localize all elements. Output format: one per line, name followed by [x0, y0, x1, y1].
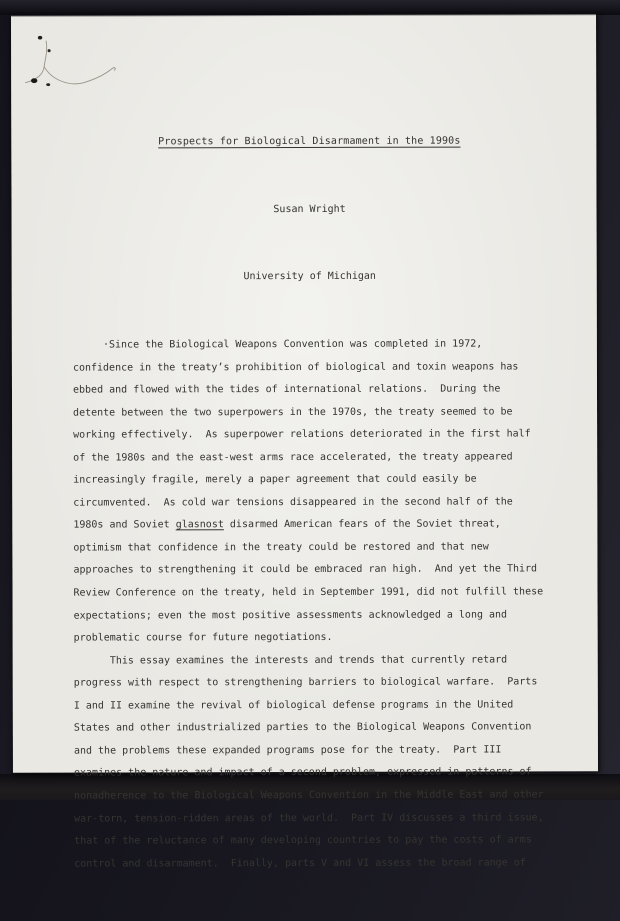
document-line	[73, 581, 547, 605]
document-line	[73, 333, 547, 357]
document-line	[73, 559, 547, 583]
text-segment: ·Since the Biological Weapons Convention was completed in 1972,	[72, 338, 483, 351]
scanner-background-top	[0, 0, 620, 15]
text-segment: Review Conference on the treaty, held in September 1991, did not fulfill these	[73, 586, 544, 599]
text-segment: 1980s and Soviet	[73, 519, 176, 531]
document-line	[73, 356, 547, 380]
text-segment: control and disarmament. Finally, parts V and VI assess the broad range of	[74, 857, 526, 870]
document-line	[74, 717, 548, 741]
document-line	[74, 852, 548, 876]
text-segment: increasingly fragile, merely a paper agreement that could easily be	[73, 473, 477, 486]
text-segment: that of the reluctance of many developing countries to pay the costs of arms	[74, 834, 532, 847]
document-affiliation: University of Michigan	[243, 271, 376, 283]
document-line	[73, 514, 547, 538]
text-segment: examines the nature and impact of a second problem, expressed in patterns of	[73, 766, 532, 780]
text-segment: expectations; even the most positive assessments acknowledged a long and	[73, 609, 508, 622]
document-line	[73, 378, 547, 402]
document-page	[11, 15, 598, 870]
document-line	[73, 491, 547, 515]
document-body	[73, 333, 548, 875]
document-line	[74, 829, 548, 853]
document-line	[74, 604, 548, 628]
document-line	[73, 401, 547, 425]
text-segment: approaches to strengthening it could be embraced ran high. And yet the Third	[73, 563, 538, 577]
document-content	[72, 85, 548, 920]
text-segment: disarmed American fears of the Soviet threat,	[223, 518, 501, 531]
text-segment: and the problems these expanded programs pose for the treaty. Part III	[73, 744, 502, 757]
document-line	[74, 694, 548, 718]
text-segment: of the 1980s and the east-west arms race accelerated, the treaty appeared	[73, 451, 513, 464]
document-line	[74, 672, 548, 696]
underlined-term: glasnost	[175, 519, 224, 531]
document-line	[73, 446, 547, 470]
text-segment: progress with respect to strengthening barriers to biological warfare. Parts	[73, 676, 538, 689]
document-title-text: Prospects for Biological Disarmament in the 1990s	[158, 135, 461, 148]
document-line	[74, 807, 548, 831]
text-segment: ebbed and flowed with the tides of international relations. During the	[72, 383, 501, 396]
document-line	[74, 784, 548, 808]
text-segment: circumvented. As cold war tensions disappeared in the second half of the	[73, 496, 513, 509]
text-segment: detente between the two superpowers in the 1970s, the treaty seemed to be	[73, 406, 513, 419]
text-segment: working effectively. As superpower relations deteriorated in the first half	[73, 428, 531, 441]
document-line	[73, 469, 547, 493]
document-line	[74, 626, 548, 650]
document-author: Susan Wright	[273, 203, 346, 215]
document-title	[72, 130, 546, 154]
text-segment: problematic course for future negotiations.	[73, 632, 333, 644]
text-segment: optimism that confidence in the treaty could be restored and that new	[73, 541, 489, 554]
text-segment: war-torn, tension-ridden areas of the world. Part IV discusses a third issue,	[74, 811, 544, 825]
text-segment: This essay examines the interests and trends that currently retard	[73, 654, 508, 667]
document-line	[73, 424, 547, 448]
text-segment: nonadherence to the Biological Weapons Convention in the Middle East and other	[74, 789, 544, 802]
text-segment: I and II examine the revival of biological defense programs in the United	[73, 699, 514, 712]
document-line	[74, 739, 548, 763]
text-segment: States and other industrialized parties to the Biological Weapons Convention	[73, 721, 532, 734]
document-line	[73, 536, 547, 560]
document-line	[74, 762, 548, 786]
document-line	[74, 649, 548, 673]
text-segment: confidence in the treaty’s prohibition of biological and toxin weapons has	[72, 361, 519, 374]
